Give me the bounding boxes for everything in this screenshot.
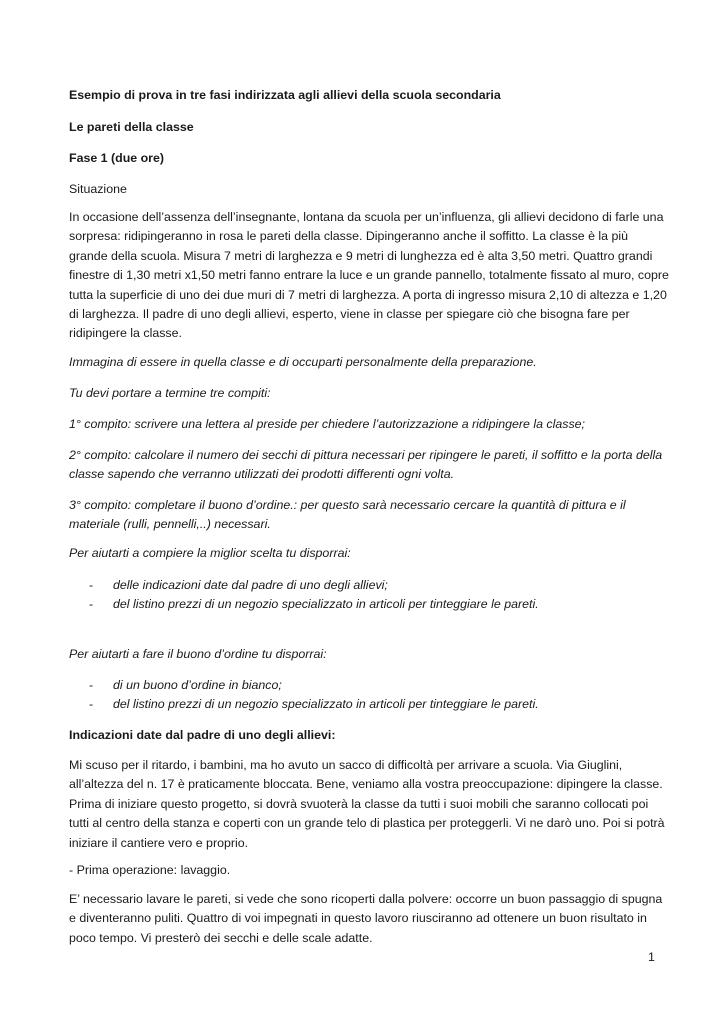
dash-bullet: -	[89, 578, 94, 592]
document-title: Esempio di prova in tre fasi indirizzata agli allievi della scuola secondaria	[69, 88, 501, 102]
help-intro-2: Per aiutarti a fare il buono d’ordine tu disporrai:	[69, 647, 327, 661]
task-3: 3° compito: completare il buono d’ordine.: per questo sarà necessario cercare la quantità di pittura e il materiale (rulli, pennelli,..) necessari.	[69, 498, 626, 532]
wash-paragraph: E’ necessario lavare le pareti, si vede che sono ricoperti dalla polvere: occorre un buon passaggio di spugna e diventeranno puliti. Quattro di voi impegnati in questo lavoro riusciranno ad ottenere un buon risultato in poco tempo. Vi presterò dei secchi e delle scale adatte.	[69, 892, 663, 945]
dash-bullet: -	[89, 678, 94, 692]
page-number: 1	[648, 950, 655, 964]
help-list-2	[69, 676, 669, 715]
dash-bullet: -	[89, 597, 94, 612]
help-list-1	[69, 576, 669, 615]
list-item: - del listino prezzi di un negozio specializzato in articoli per tinteggiare le pareti.	[69, 695, 669, 714]
dash-bullet: -	[89, 697, 94, 712]
task-2: 2° compito: calcolare il numero dei secchi di pittura necessari per ripingere le pareti, il soffitto e la porta della classe sapendo che verranno utilizzati dei prodotti differenti ogni volta.	[69, 448, 663, 482]
list-item: - di un buono d’ordine in bianco;	[69, 676, 669, 695]
help-intro-1: Per aiutarti a compiere la miglior scelta tu disporrai:	[69, 546, 351, 560]
father-heading: Indicazioni date dal padre di uno degli allievi:	[69, 728, 336, 742]
situation-heading: Situazione	[69, 182, 127, 196]
task-1: 1° compito: scrivere una lettera al preside per chiedere l’autorizzazione a ridipingere la classe;	[69, 417, 585, 431]
situation-paragraph: In occasione dell’assenza dell’insegnante, lontana da scuola per un’influenza, gli allievi decidono di farle una sorpresa: ridipingeranno in rosa le pareti della classe. Dipingeranno anche il soffitto. La classe è la più grande della scuola. Misura 7 metri di larghezza e 9 metri di lunghezza ed è alta 3,50 metri. Quattro grandi finestre di 1,30 metri x1,50 metri fanno entrare la luce e un grande pannello, totalmente fissato al muro, copre tutta la superficie di uno dei due muri di 7 metri di larghezza. A porta di ingresso misura 2,10 di altezza e 1,20 di larghezza. Il padre di uno degli allievi, esperto, viene in classe per spiegare ciò che bisogna fare per ridipingere la classe.	[69, 210, 669, 341]
list-item: - delle indicazioni date dal padre di uno degli allievi;	[69, 576, 669, 595]
imagine-paragraph: Immagina di essere in quella classe e di occuparti personalmente della preparazione.	[69, 355, 537, 369]
tasks-intro: Tu devi portare a termine tre compiti:	[69, 386, 271, 400]
phase-heading: Fase 1 (due ore)	[69, 151, 165, 165]
document-subtitle: Le pareti della classe	[69, 120, 194, 134]
father-paragraph: Mi scuso per il ritardo, i bambini, ma ho avuto un sacco di difficoltà per arrivare a scuola. Via Giuglini, all’altezza del n. 17 è praticamente bloccata. Bene, veniamo alla vostra preoccupazione: dipingere la classe. Prima di iniziare questo progetto, si dovrà svuoterà la classe da tutti i suoi mobili che saranno collocati poi tutti al centro della stanza e coperti con un grande telo di plastica per proteggerli. Vi ne darò uno. Poi si potrà iniziare il cantiere vero e proprio.	[69, 758, 665, 850]
first-operation: - Prima operazione: lavaggio.	[69, 863, 231, 877]
list-item: - del listino prezzi di un negozio specializzato in articoli per tinteggiare le pareti.	[69, 595, 669, 614]
